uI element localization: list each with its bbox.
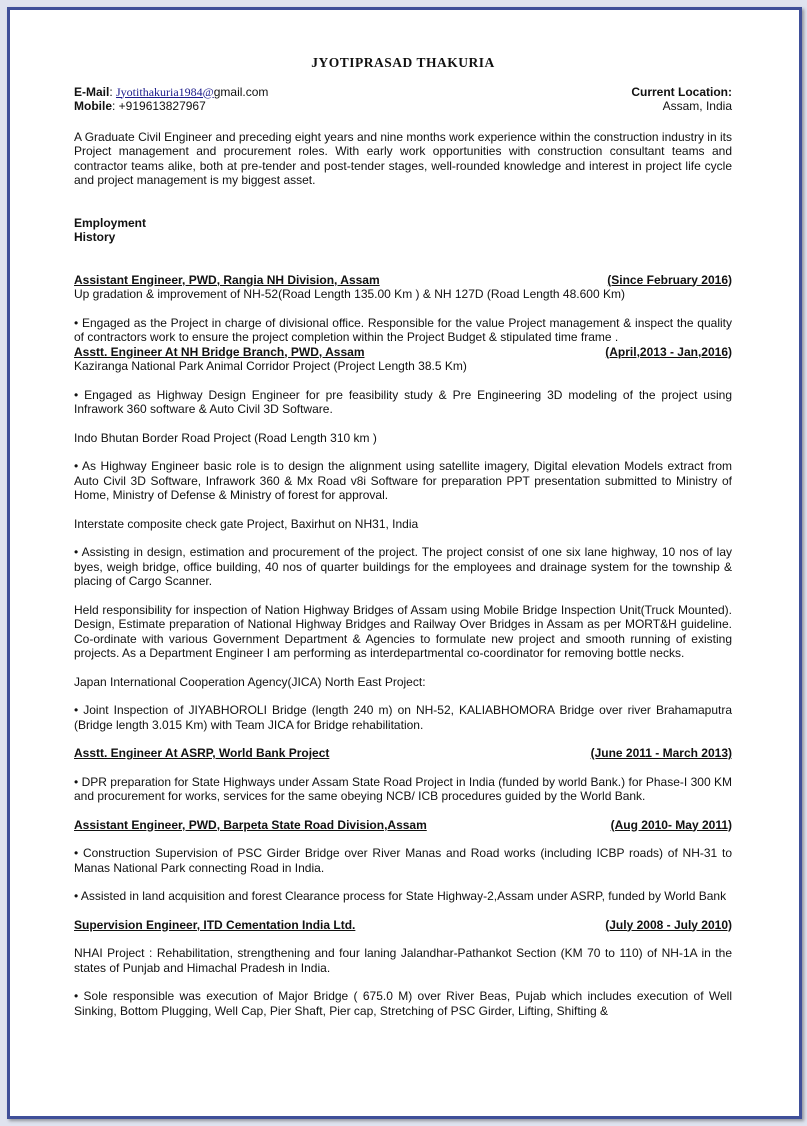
job-header (74, 273, 732, 288)
job-entry (74, 918, 732, 1019)
job-bullet: • Assisted in land acquisition and forest Clearance process for State Highway-2,Assam under ASRP, funded by World Bank (74, 889, 727, 903)
summary-paragraph: A Graduate Civil Engineer and preceding eight years and nine months work experience within the construction industry in its Project management and procurement roles. With early work opportunities with construction consultant teams and contractor teams alike, both at pre-tender and post-tender stages, well-rounded knowledge and interest in project life cycle and project management is my biggest asset. (74, 129, 732, 187)
job-period: (April,2013 - Jan,2016) (605, 344, 732, 359)
job-entry (74, 345, 732, 733)
email-link[interactable]: Jyotithakuria1984@ (116, 84, 214, 99)
job-bullet: • Joint Inspection of JIYABHOROLI Bridge (length 240 m) on NH-52, KALIABHOMORA Bridge over river Brahamaputra (Bridge length 3.015 Km) with Team JICA for Bridge rehabilitation. (74, 703, 732, 732)
email-label: E-Mail (74, 84, 110, 99)
job-period: (Since February 2016) (607, 272, 732, 287)
job-bullet: • Sole responsible was execution of Major Bridge ( 675.0 M) over River Beas, Pujab which includes execution of Well Sinking, Bottom Plugging, Well Cap, Pier Shaft, Pier cap, Stretching of PSC Girder, Lifting, Shifting & (74, 989, 732, 1018)
job-entry (74, 273, 732, 345)
job-period: (June 2011 - March 2013) (590, 746, 732, 760)
job-line: Kaziranga National Park Animal Corridor Project (Project Length 38.5 Km) (74, 359, 467, 373)
location-label: Current Location: (631, 84, 732, 99)
job-header (74, 918, 732, 933)
location-value: Assam, India (662, 99, 732, 113)
job-bullet: • Assisting in design, estimation and procurement of the project. The project consist of one six lane highway, 10 nos of lay byes, weigh bridge, office building, 40 nos of quarter buildings for the employees and drainage system for the township & placing of Cargo Scanner. (74, 545, 732, 588)
job-line: Japan International Cooperation Agency(JICA) North East Project: (74, 674, 426, 689)
job-entry (74, 818, 732, 904)
job-line: Held responsibility for inspection of Nation Highway Bridges of Assam using Mobile Bridge Inspection Unit(Truck Mounted). Design, Estimate preparation of National Highway Bridges and Railway Over Bridges in Assam as per MORT&H guideline. Co-ordinate with various Government Department & Agencies to formulate new project and smooth running of existing projects. As a Department Engineer I am performing as interdepartmental co-coordinator for removing bottle necks. (74, 602, 732, 660)
resume-page (74, 56, 732, 1018)
mobile-number: +919613827967 (118, 99, 206, 113)
job-line: Interstate composite check gate Project, Baxirhut on NH31, India (74, 516, 419, 531)
job-period: (Aug 2010- May 2011) (610, 817, 732, 832)
document-frame (7, 7, 802, 1119)
job-line: NHAI Project : Rehabilitation, strengthening and four laning Jalandhar-Pathankot Section (KM 70 to 110) of NH-1A in the states of Punjab and Himachal Pradesh in India. (74, 946, 732, 975)
section-title-employment: Employment History (74, 215, 147, 244)
contact-left: E-Mail: Jyotithakuria1984@gmail.com Mobile: +919613827967 (74, 84, 269, 113)
mobile-label: Mobile (74, 99, 112, 113)
email-domain: gmail.com (213, 84, 269, 99)
job-period: (July 2008 - July 2010) (605, 917, 732, 932)
job-header (74, 746, 732, 761)
job-header (74, 345, 732, 360)
job-header (74, 818, 732, 833)
contact-block (74, 85, 732, 114)
job-line: Up gradation & improvement of NH-52(Road Length 135.00 Km ) & NH 127D (Road Length 48.600 Km) (74, 287, 625, 301)
job-title: Assistant Engineer, PWD, Barpeta State Road Division,Assam (74, 817, 427, 832)
job-bullet: • Engaged as Highway Design Engineer for pre feasibility study & Pre Engineering 3D modeling of the project using Infrawork 360 software & Auto Civil 3D Software. (74, 387, 732, 416)
job-bullet: • As Highway Engineer basic role is to design the alignment using satellite imagery, Digital elevation Models extract from Auto Civil 3D Software, Infrawork 360 & Mx Road v8i Software for preparation PPT presentation submitted to Ministry of Home, Ministry of Defense & Ministry of forest for approval. (74, 459, 732, 502)
contact-right (631, 85, 732, 114)
job-bullet: • DPR preparation for State Highways under Assam State Road Project in India (funded by world Bank.) for Phase-I 300 KM and procurement for works, services for the same obeying NCB/ ICB procedures guided by the World Bank. (74, 774, 732, 803)
job-title: Asstt. Engineer At ASRP, World Bank Project (74, 746, 330, 760)
job-bullet: • Engaged as the Project in charge of divisional office. Responsible for the value Project management & inspect the quality of contractors work to ensure the project completion within the Project Budget & stipulated time frame . (74, 315, 732, 344)
job-title: Asstt. Engineer At NH Bridge Branch, PWD, Assam (74, 344, 365, 359)
job-title: Assistant Engineer, PWD, Rangia NH Division, Assam (74, 272, 380, 287)
resume-name: JYOTIPRASAD THAKURIA (311, 55, 495, 70)
job-bullet: • Construction Supervision of PSC Girder Bridge over River Manas and Road works (including ICBP roads) of NH-31 to Manas National Park connecting Road in India. (74, 846, 732, 875)
job-line: Indo Bhutan Border Road Project (Road Length 310 km ) (74, 430, 377, 445)
job-entry (74, 746, 732, 804)
job-title: Supervision Engineer, ITD Cementation India Ltd. (74, 917, 356, 932)
